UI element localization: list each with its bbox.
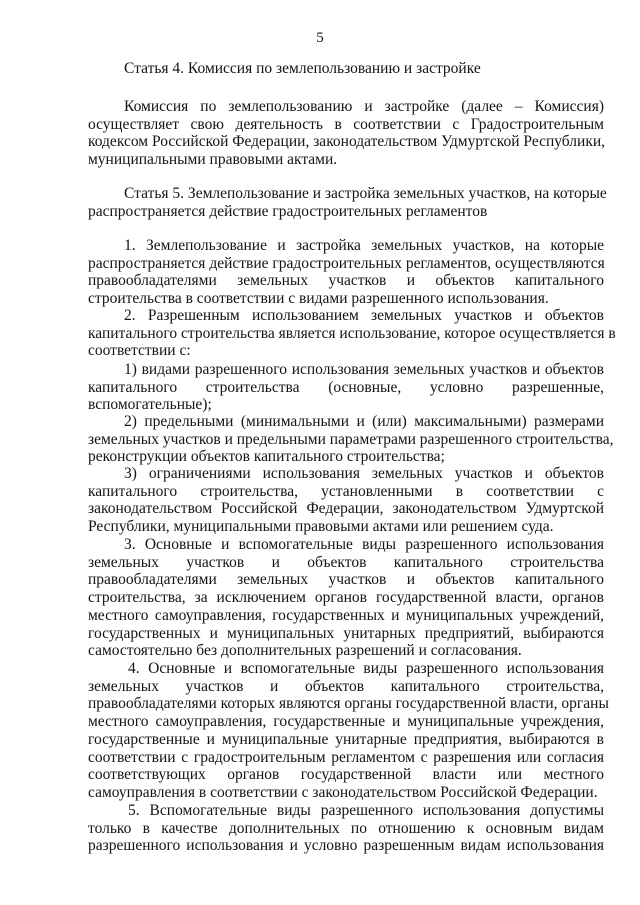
article-4-title: Статья 4. Комиссия по землепользованию и застройке xyxy=(124,60,481,77)
paragraph-5 xyxy=(88,802,604,855)
text-line: капитального строительства, установленными в соответствии с xyxy=(88,482,604,500)
text-line: разрешенного использования и условно разрешенным видам использования xyxy=(88,837,604,855)
text-line: соответствии с градостроительным регламентом с разрешения или согласия xyxy=(88,748,604,766)
text-line: правообладателями которых являются органы государственной власти, органы xyxy=(88,695,609,713)
text-line: распространяется действие градостроительных регламентов, осуществляются xyxy=(88,254,605,272)
text-line: Республики, муниципальными правовыми актами или решением суда. xyxy=(88,518,554,536)
paragraph-2-item-1 xyxy=(88,361,604,414)
text-line: самоуправления в соответствии с законодательством Российской Федерации. xyxy=(88,783,598,801)
text-line: муниципальными правовыми актами. xyxy=(88,151,338,169)
paragraph-3 xyxy=(88,536,604,660)
text-line: местного самоуправления, государственные и муниципальные учреждения, xyxy=(88,713,604,731)
text-line: только в качестве дополнительных по отношению к основным видам xyxy=(88,819,604,837)
text-line: 3) ограничениями использования земельных участков и объектов xyxy=(124,465,604,482)
text-line: строительства, за исключением органов государственной власти, органов xyxy=(88,589,604,607)
text-line: самостоятельно без дополнительных разрешений и согласования. xyxy=(88,642,522,660)
text-line: правообладателями земельных участков и объектов капитального xyxy=(88,272,604,290)
text-line: государственные и муниципальные унитарные предприятия, выбираются в xyxy=(88,730,604,748)
page-number: 5 xyxy=(316,30,324,46)
text-line: 3. Основные и вспомогательные виды разрешенного использования xyxy=(124,536,604,553)
text-line: 2. Разрешенным использованием земельных участков и объектов xyxy=(124,307,604,324)
article-4-paragraph xyxy=(88,98,604,169)
text-line: осуществляет свою деятельность в соответствии с Градостроительным xyxy=(88,115,604,133)
text-line: строительства в соответствии с видами разрешенного использования. xyxy=(88,290,549,308)
text-line: земельных участков и объектов капитального строительства, xyxy=(88,677,604,695)
text-line: капитального строительства (основные, условно разрешенные, xyxy=(88,378,604,396)
article-5-title xyxy=(88,185,607,220)
text-line: 1. Землепользование и застройка земельных участков, на которые xyxy=(124,237,604,254)
text-line: реконструкции объектов капитального строительства; xyxy=(88,448,445,466)
paragraph-2-item-3 xyxy=(88,465,604,536)
text-line: законодательством Российской Федерации, законодательством Удмуртской xyxy=(88,500,604,518)
text-line: правообладателями земельных участков и объектов капитального xyxy=(88,571,604,589)
text-line: вспомогательные); xyxy=(88,396,212,414)
title-line: Статья 5. Землепользование и застройка земельных участков, на которые xyxy=(124,185,607,202)
text-line: 4. Основные и вспомогательные виды разрешенного использования xyxy=(128,660,604,677)
paragraph-4 xyxy=(88,660,609,802)
paragraph-2-item-2 xyxy=(88,413,614,466)
text-line: 2) предельными (минимальными и (или) максимальными) размерами xyxy=(124,413,604,430)
text-line: 1) видами разрешенного использования земельных участков и объектов xyxy=(124,361,604,378)
text-line: соответствующих органов государственной власти или местного xyxy=(88,766,604,784)
paragraph-2 xyxy=(88,307,616,360)
text-line: государственных и муниципальных унитарных предприятий, выбираются xyxy=(88,624,604,642)
text-line: местного самоуправления, государственных и муниципальных учреждений, xyxy=(88,606,604,624)
paragraph-1 xyxy=(88,237,604,308)
text-line: Комиссия по землепользованию и застройке (далее – Комиссия) xyxy=(124,98,604,115)
text-line: земельных участков и объектов капитального строительства xyxy=(88,553,604,571)
text-line: соответствии с: xyxy=(88,342,191,360)
text-line: кодексом Российской Федерации, законодательством Удмуртской Республики, xyxy=(88,133,606,151)
text-line: земельных участков и предельными параметрами разрешенного строительства, xyxy=(88,430,614,448)
text-line: 5. Вспомогательные виды разрешенного использования допустимы xyxy=(128,802,604,819)
text-line: капитального строительства является использование, которое осуществляется в xyxy=(88,324,616,342)
title-line: распространяется действие градостроительных регламентов xyxy=(88,202,488,220)
